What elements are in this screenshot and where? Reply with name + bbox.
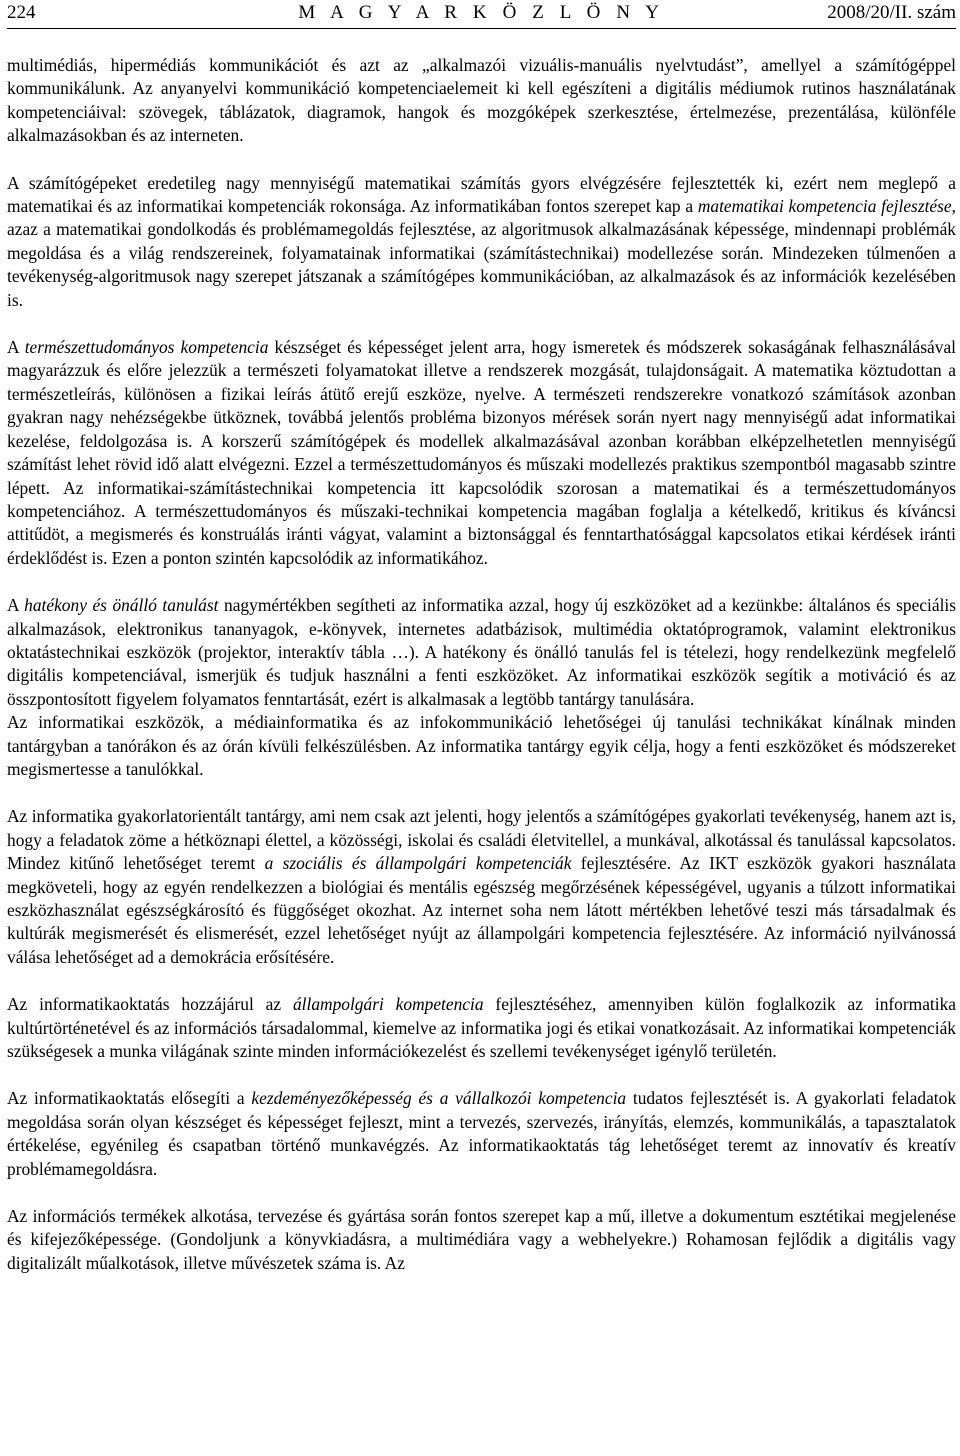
text-run: Az informatikaoktatás elősegíti a — [7, 1088, 252, 1109]
page-header — [7, 2, 956, 29]
publication-title: M A G Y A R K Ö Z L Ö N Y — [298, 2, 665, 23]
text-run: , azaz a matematikai gondolkodás és problémamegoldás fejlesztése, az algoritmusok alkalmazásának képessége, mindennapi problémák megoldása és a világ rendszereinek, folyamatainak informatikai (számítástechnikai) modellezése során. Mindezeken túlmenően a tevékenység-algoritmusok nagy szerepet játszanak a számítógépes kommunikációban, az alkalmazások és az információk kezelésében is. — [7, 196, 956, 310]
text-run: fejlesztéséhez, amennyiben külön foglalkozik az informatika kultúrtörténetével és az információs társadalommal, kiemelve az informatika jogi és etikai vonatkozásait. Az informatikai kompetenciák szükségesek a munka világának szinte minden információkezelést és szellemi tevékenységet igénylő területén. — [7, 994, 956, 1062]
text-run: multimédiás, hipermédiás kommunikációt és azt az „alkalmazói vizuális-manuális nyelvtudást”, amellyel a számítógéppel kommunikálunk. Az anyanyelvi kommunikáció kompetenciaelemeit ki kell egészíteni a digitális médiumok rutinos használatának kompetenciáival: szövegek, táblázatok, diagramok, hangok és mozgóképek szerkesztése, értelmezése, prezentálása, különféle alkalmazásokban és az interneten. — [7, 55, 956, 146]
text-run: Az informatikaoktatás hozzájárul az — [7, 994, 293, 1015]
text-run: Az információs termékek alkotása, tervezése és gyártása során fontos szerepet kap a mű, illetve a dokumentum esztétikai megjelenése és kifejezőképessége. (Gondoljunk a könyvkiadásra, a multimédiára vagy a webhelyekre.) Rohamosan fejlődik a digitális vagy digitalizált műalkotások, illetve művészetek száma is. Az — [7, 1206, 956, 1273]
text-run: nagymértékben segítheti az informatika azzal, hogy új eszközöket ad a kezünkbe: általános és speciális alkalmazások, elektronikus tananyagok, e-könyvek, internetes adatbázisok, multimédia oktatóprogramok, valamint elektronikus oktatástechnikai eszközök (projektor, interaktív tábla …). A hatékony és önálló tanulás fel is tételezi, hogy rendelkezünk megfelelő digitális kompetenciával, ismerjük és tudjuk használni a fenti eszközöket. Az informatikai eszközök segítik a motiváció és az összpontosított figyelem folyamatos fenntartását, ezért is alkalmasak a legtöbb tantárgy tanulására. — [7, 595, 956, 709]
paragraph — [7, 54, 956, 148]
paragraph — [7, 805, 956, 969]
page-number: 224 — [7, 2, 36, 23]
text-run: készséget és képességet jelent arra, hogy ismeretek és módszerek sokaságának felhasználásával magyarázzuk és előre jelezzük a természeti folyamatokat illetve a rendszerek mozgását, tulajdonságait. A matematika köztudottan a természetleírás, különösen a fizikai leírás átütő erejű eszköze, nyelve. A természeti rendszerekre vonatkozó számítások azonban gyakran nagy nehézségekbe ütköznek, továbbá jelentős probléma bizonyos mérések során nyert nagy mennyiségű adat informatikai kezelése, feldolgozása is. A korszerű számítógépek és modellek alkalmazásával azonban korábban elképzelhetetlen mennyiségű számítást lehet rövid idő alatt elvégezni. Ezzel a természettudományos és műszaki modellezés praktikus szempontból magasabb szintre lépett. Az informatikai-számítástechnikai kompetencia itt kapcsolódik szorosan a matematikai és a természettudományos kompetenciához. A természettudományos és műszaki-technikai kompetencia magában foglalja a kételkedő, kritikus és kíváncsi attitűdöt, a megismerés és konstruálás iránti vágyat, valamint a biztonsággal és fenntarthatósággal kapcsolatos etikai kérdések iránti érdeklődést is. Ezen a ponton szintén kapcsolódik az informatikához. — [7, 337, 956, 568]
text-run: A — [7, 337, 25, 358]
text-run: Az informatikai eszközök, a médiainformatika és az infokommunikáció lehetőségei új tanulási technikákat kínálnak minden tantárgyban a tanórákon és az órán kívüli felkészülésben. Az informatika tantárgy egyik célja, hogy a fenti eszközöket és módszereket megismertesse a tanulókkal. — [7, 712, 956, 779]
italic-term: természettudományos kompetencia — [24, 337, 269, 358]
italic-term: a szociális és állampolgári kompetenciák — [264, 853, 572, 874]
paragraph — [7, 993, 956, 1063]
italic-term: állampolgári kompetencia — [292, 994, 484, 1015]
issue-number: 2008/20/II. szám — [827, 2, 956, 23]
paragraph — [7, 172, 956, 312]
italic-term: matematikai kompetencia fejlesztése — [697, 196, 952, 217]
text-run: A — [7, 595, 25, 616]
paragraph — [7, 1205, 956, 1275]
italic-term: hatékony és önálló tanulást — [24, 595, 219, 616]
text-run: A számítógépeket eredetileg nagy mennyiségű matematikai számítás gyors elvégzésére fejlesztették ki, ezért nem meglepő a matematikai és az informatikai kompetenciák rokonsága. Az informatikában fontos szerepet kap a — [7, 172, 956, 217]
text-run: Az informatika gyakorlatorientált tantárgy, ami nem csak azt jelenti, hogy jelentős a számítógépes gyakorlati tevékenység, hanem azt is, hogy a feladatok zöme a hétköznapi élettel, a közösségi, iskolai és családi életvitellel, a munkával, alkotással és tanulással kapcsolatos. Mindez kitűnő lehetőséget teremt — [7, 806, 956, 874]
paragraph — [7, 336, 956, 570]
paragraph — [7, 594, 956, 711]
paragraph — [7, 1087, 956, 1181]
text-run: fejlesztésére. Az IKT eszközök gyakori használata megköveteli, hogy az egyén rendelkezzen a biológiai és mentális egészség megőrzésének képességével, ugyanis a túlzott informatikai eszközhasználat egészségkárosító és függőséget okozhat. Az internet soha nem látott mértékben lehetővé teszi más társadalmak és kultúrák megismerését és elismerését, ezzel lehetőséget nyújt az állampolgári kompetencia fejlesztésére. Az információ nyilvánossá válása lehetőséget ad a demokrácia erősítésére. — [7, 853, 956, 967]
italic-term: kezdeményezőképesség és a vállalkozói kompetencia — [251, 1088, 627, 1109]
paragraph — [7, 711, 956, 781]
document-body — [7, 54, 956, 1275]
text-run: tudatos fejlesztését is. A gyakorlati feladatok megoldása során olyan készséget és képességet fejleszt, mint a tervezés, szervezés, irányítás, elemzés, kommunikálás, a tapasztalatok értékelése, egyénileg és csapatban történő munkavégzés. Az informatikaoktatás tág lehetőséget teremt az innovatív és kreatív problémamegoldásra. — [7, 1088, 957, 1179]
